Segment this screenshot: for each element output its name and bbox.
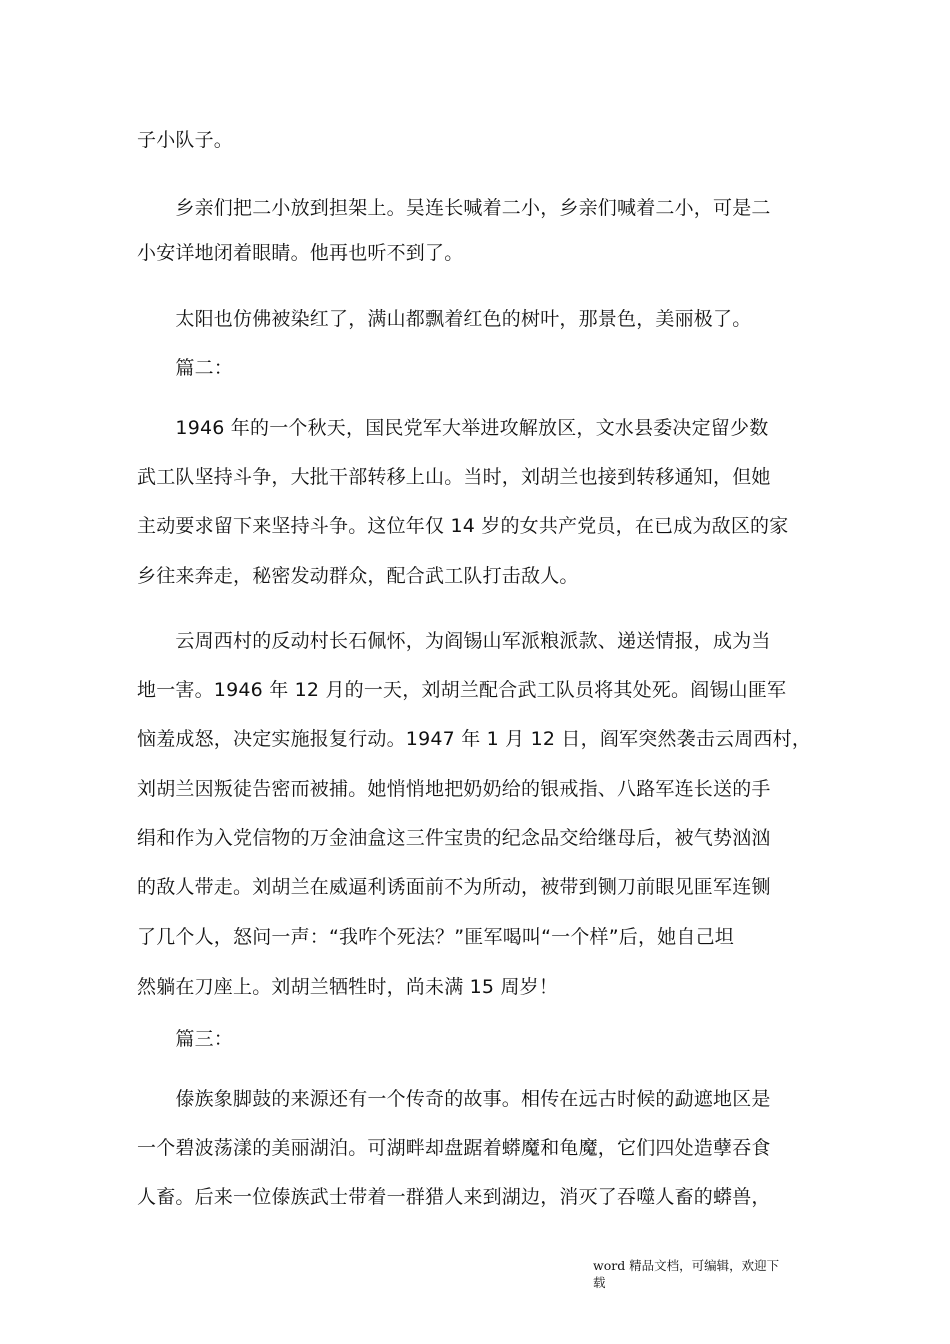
- text-line: 太阳也仿佛被染红了，满山都飘着红色的树叶，那景色，美丽极了。: [137, 308, 752, 330]
- text-line: 地一害。1946 年 12 月的一天，刘胡兰配合武工队员将其处死。阎锡山匪军: [137, 679, 787, 701]
- text-line: 乡亲们把二小放到担架上。吴连长喊着二小，乡亲们喊着二小，可是二: [137, 197, 771, 219]
- footer-line: 载: [593, 1275, 606, 1290]
- page-footer: [593, 1257, 798, 1291]
- text-line: 傣族象脚鼓的来源还有一个传奇的故事。相传在远古时候的勐遮地区是: [137, 1088, 771, 1110]
- text-line: 刘胡兰因叛徒告密而被捕。她悄悄地把奶奶给的银戒指、八路军连长送的手: [137, 778, 771, 800]
- text-line: 1946 年的一个秋天，国民党军大举进攻解放区，文水县委决定留少数: [137, 417, 769, 439]
- text-line: 武工队坚持斗争，大批干部转移上山。当时，刘胡兰也接到转移通知，但她: [137, 466, 771, 488]
- text-line: 主动要求留下来坚持斗争。这位年仅 14 岁的女共产党员，在已成为敌区的家: [137, 515, 789, 537]
- text-line: 的敌人带走。刘胡兰在威逼利诱面前不为所动，被带到铡刀前眼见匪军连铡: [137, 876, 771, 898]
- footer-line: word 精品文档，可编辑，欢迎下: [593, 1258, 780, 1273]
- section-heading: 篇二：: [137, 357, 234, 379]
- text-line: 绢和作为入党信物的万金油盒这三件宝贵的纪念品交给继母后，被气势汹汹: [137, 827, 771, 849]
- text-line: 一个碧波荡漾的美丽湖泊。可湖畔却盘踞着蟒魔和龟魔，它们四处造孽吞食: [137, 1137, 771, 1159]
- text-line: 恼羞成怒，决定实施报复行动。1947 年 1 月 12 日，阎军突然袭击云周西村，: [137, 728, 812, 750]
- text-line: 乡往来奔走，秘密发动群众，配合武工队打击敌人。: [137, 565, 579, 587]
- text-line: 了几个人，怒问一声：“我咋个死法？”匪军喝叫“一个样”后，她自己坦: [137, 926, 734, 948]
- text-line: 小安详地闭着眼睛。他再也听不到了。: [137, 242, 464, 264]
- text-line: 人畜。后来一位傣族武士带着一群猎人来到湖边，消灭了吞噬人畜的蟒兽，: [137, 1186, 771, 1208]
- text-line: 然躺在刀座上。刘胡兰牺牲时，尚未满 15 周岁！: [137, 976, 559, 998]
- section-heading: 篇三：: [137, 1028, 234, 1050]
- text-line: 子小队子。: [137, 129, 234, 151]
- text-line: 云周西村的反动村长石佩怀，为阎锡山军派粮派款、递送情报，成为当: [137, 630, 771, 652]
